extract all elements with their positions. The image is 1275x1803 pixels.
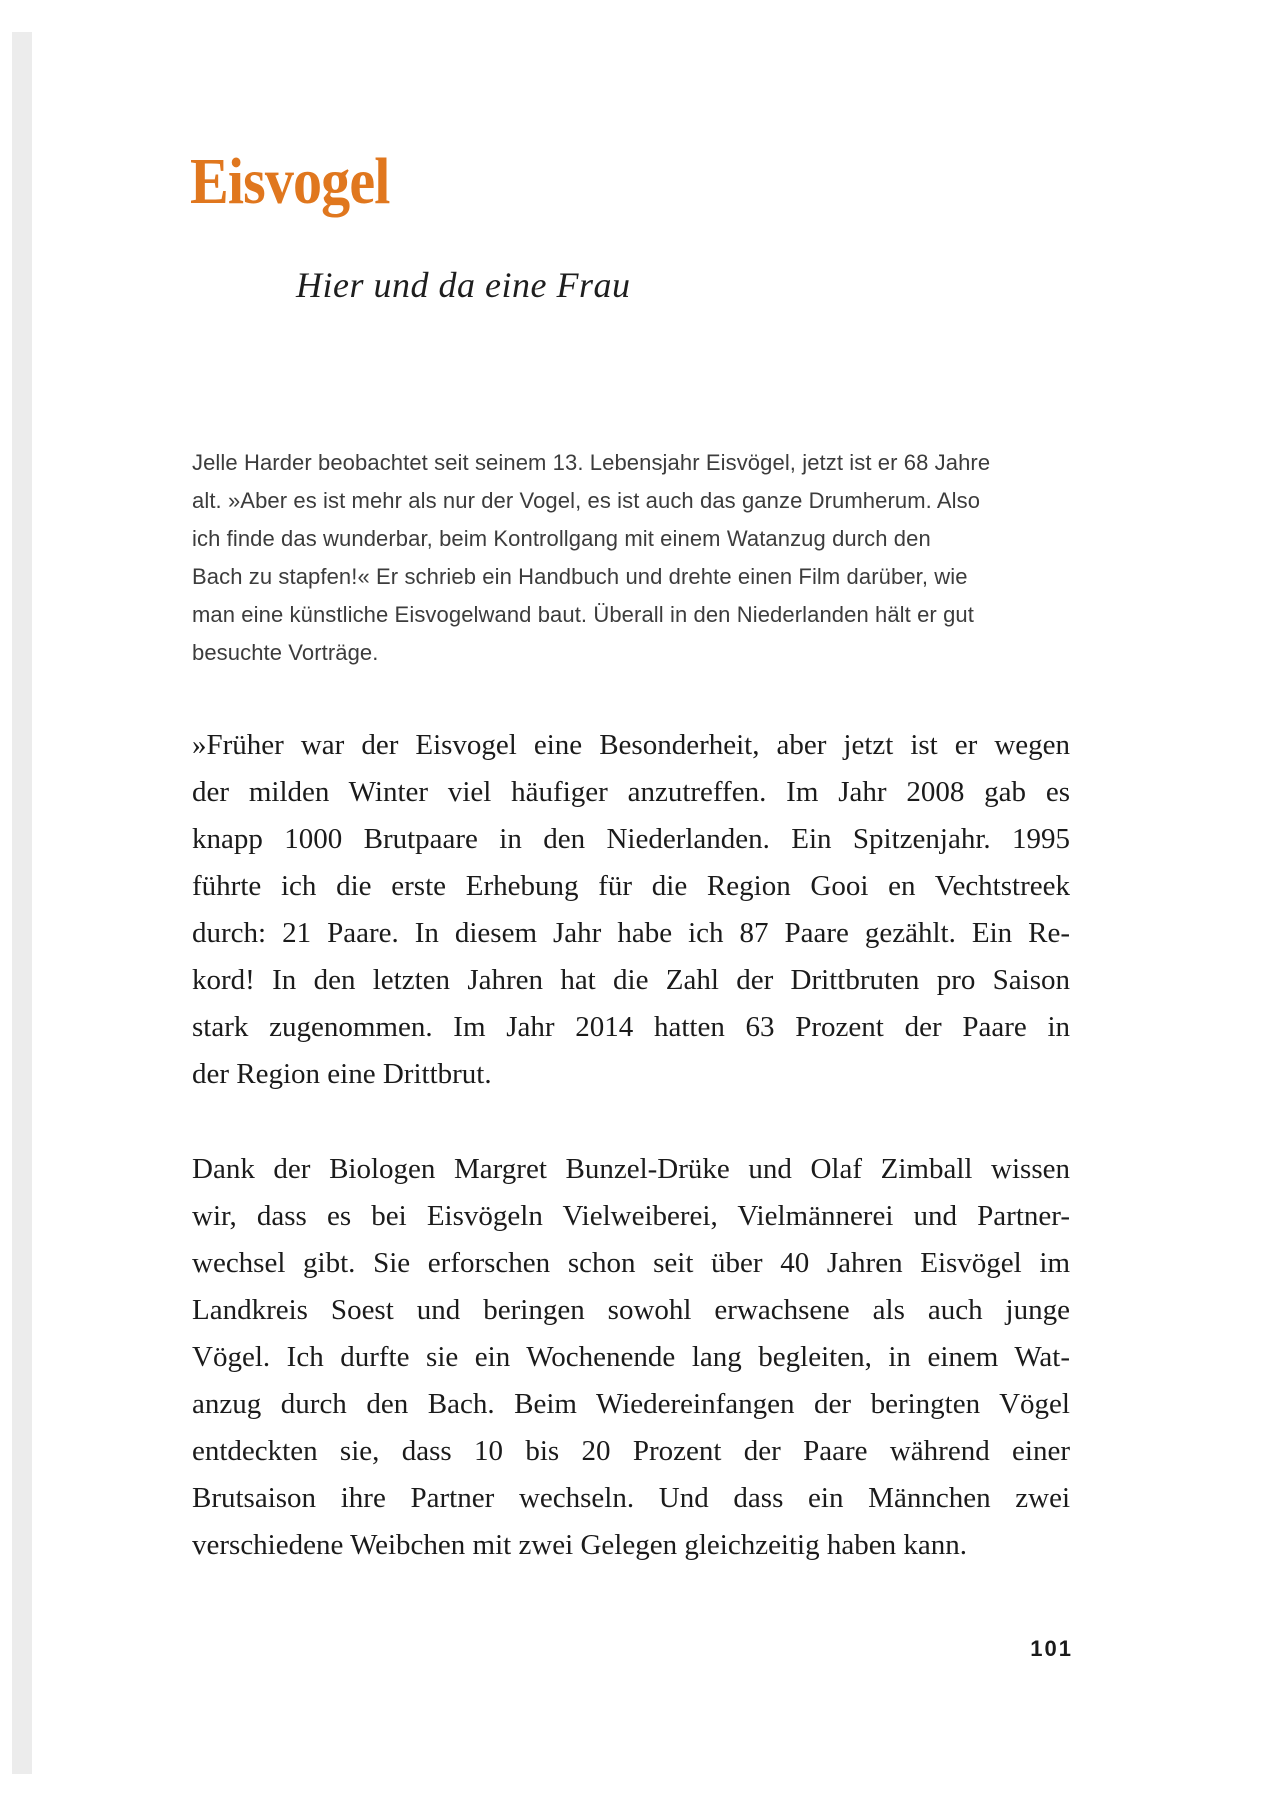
body-line: Brutsaison ihre Partner wechseln. Und dass ein Männchen zwei xyxy=(192,1482,1070,1514)
body-line: durch: 21 Paare. In diesem Jahr habe ich 87 Paare gezählt. Ein Re- xyxy=(192,917,1070,949)
body-line: verschiedene Weibchen mit zwei Gelegen gleichzeitig haben kann. xyxy=(192,1529,967,1561)
intro-paragraph xyxy=(192,444,1092,672)
body-line: Landkreis Soest und beringen sowohl erwachsene als auch junge xyxy=(192,1294,1070,1326)
scan-edge-shadow xyxy=(12,32,32,1774)
body-line: der Region eine Drittbrut. xyxy=(192,1058,492,1090)
body-line: anzug durch den Bach. Beim Wiedereinfangen der beringten Vögel xyxy=(192,1388,1070,1420)
page-number: 101 xyxy=(1030,1636,1073,1661)
intro-line: man eine künstliche Eisvogelwand baut. Überall in den Niederlanden hält er gut xyxy=(192,602,974,627)
body-line: stark zugenommen. Im Jahr 2014 hatten 63 Prozent der Paare in xyxy=(192,1011,1070,1043)
body-line: Vögel. Ich durfte sie ein Wochenende lang begleiten, in einem Wat- xyxy=(192,1341,1070,1373)
body-line: wechsel gibt. Sie erforschen schon seit über 40 Jahren Eisvögel im xyxy=(192,1247,1070,1279)
body-line: führte ich die erste Erhebung für die Region Gooi en Vechtstreek xyxy=(192,870,1070,902)
chapter-subtitle: Hier und da eine Frau xyxy=(296,265,631,305)
body-line: kord! In den letzten Jahren hat die Zahl der Drittbruten pro Saison xyxy=(192,964,1070,996)
body-line: wir, dass es bei Eisvögeln Vielweiberei, Vielmännerei und Partner- xyxy=(192,1200,1070,1232)
body-line: entdeckten sie, dass 10 bis 20 Prozent der Paare während einer xyxy=(192,1435,1070,1467)
body-text xyxy=(192,722,1070,1569)
body-paragraph-1 xyxy=(192,722,1070,1098)
body-line: »Früher war der Eisvogel eine Besonderheit, aber jetzt ist er wegen xyxy=(192,729,1070,761)
intro-line: ich finde das wunderbar, beim Kontrollgang mit einem Watanzug durch den xyxy=(192,526,931,551)
body-paragraph-2 xyxy=(192,1146,1070,1569)
intro-line: Bach zu stapfen!« Er schrieb ein Handbuch und drehte einen Film darüber, wie xyxy=(192,564,968,589)
body-line: Dank der Biologen Margret Bunzel-Drüke und Olaf Zimball wissen xyxy=(192,1153,1070,1185)
intro-line: besuchte Vorträge. xyxy=(192,640,379,665)
chapter-title: Eisvogel xyxy=(190,145,390,218)
intro-line: alt. »Aber es ist mehr als nur der Vogel, es ist auch das ganze Drumherum. Also xyxy=(192,488,981,513)
body-line: knapp 1000 Brutpaare in den Niederlanden. Ein Spitzenjahr. 1995 xyxy=(192,823,1070,855)
intro-line: Jelle Harder beobachtet seit seinem 13. Lebensjahr Eisvögel, jetzt ist er 68 Jahre xyxy=(192,450,991,475)
body-line: der milden Winter viel häufiger anzutreffen. Im Jahr 2008 gab es xyxy=(192,776,1070,808)
